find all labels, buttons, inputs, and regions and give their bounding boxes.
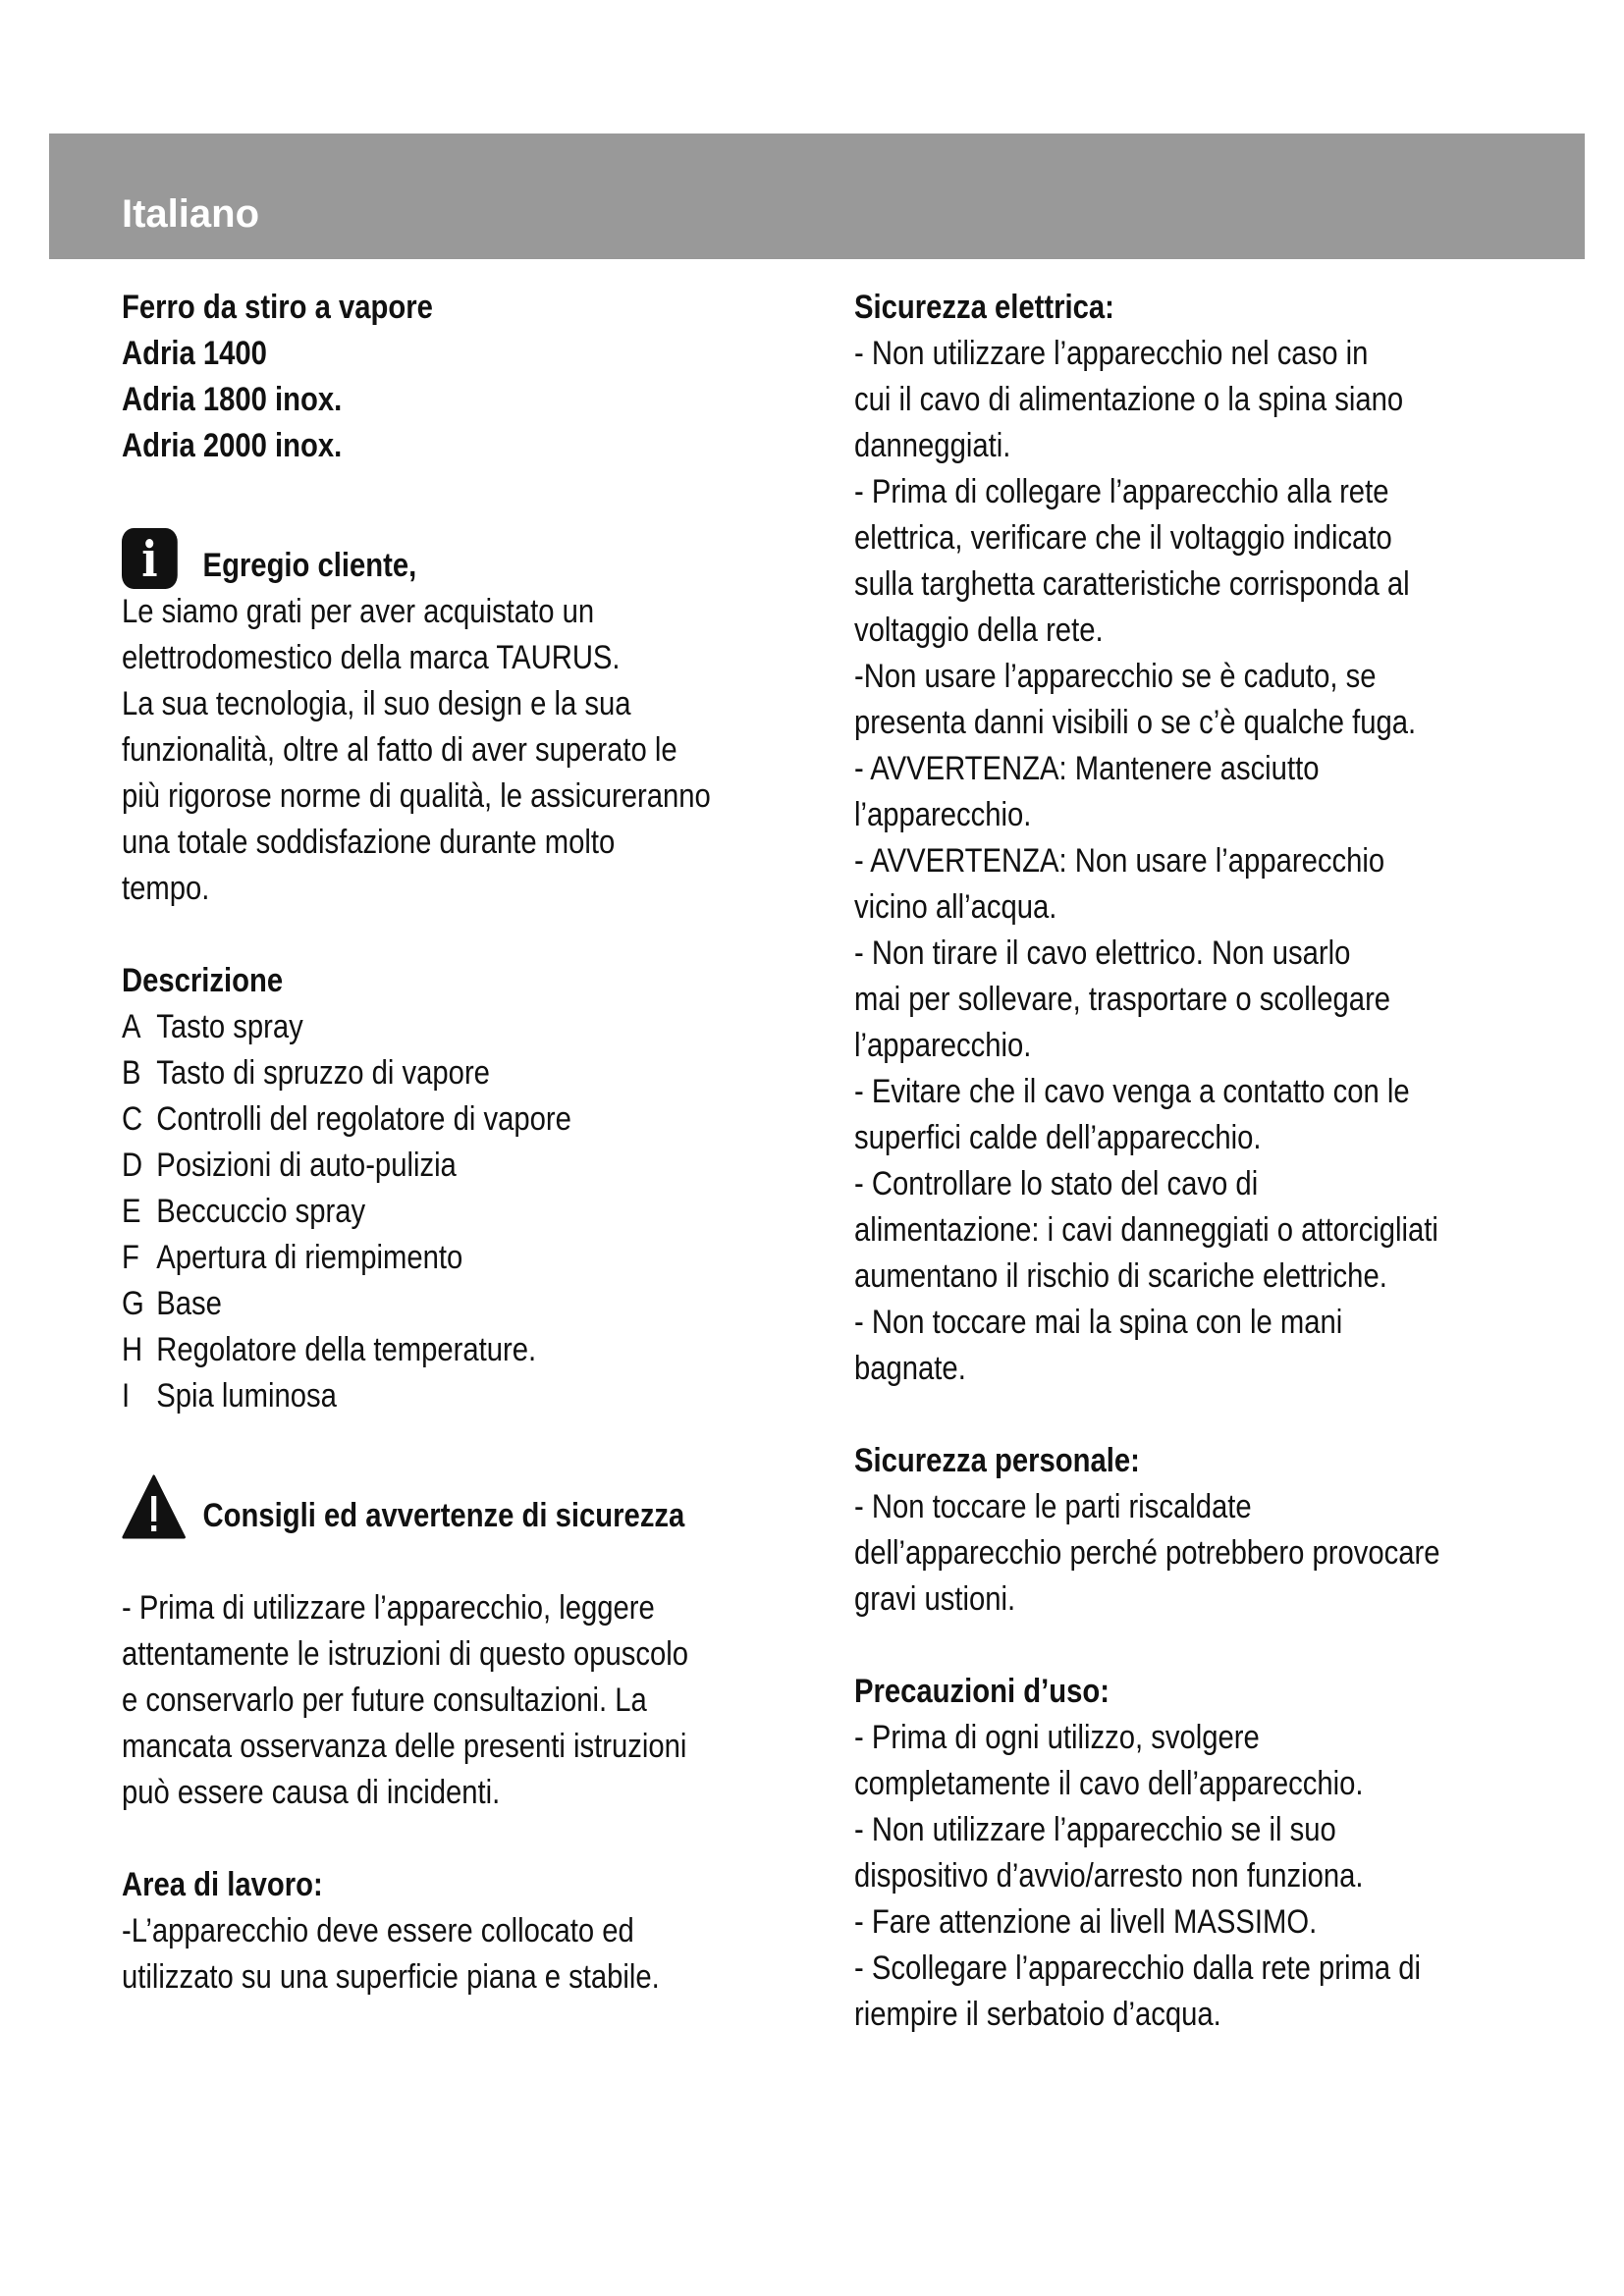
language-title: Italiano [122,192,260,236]
electrical-line: - Prima di collegare l’apparecchio alla rete [854,473,1389,510]
electrical-line: - Non tirare il cavo elettrico. Non usarlo [854,934,1351,972]
model-line: Adria 2000 inox. [122,427,343,464]
item-text: Posizioni di auto-pulizia [156,1147,457,1184]
item-letter: D [122,1147,143,1184]
electrical-line: - AVVERTENZA: Non usare l’apparecchio [854,842,1385,880]
item-letter: A [122,1008,141,1045]
item-letter: H [122,1331,143,1368]
item-letter: B [122,1054,141,1092]
safety-line: e conservarlo per future consultazioni. La [122,1682,647,1719]
work-area-line: utilizzato su una superficie piana e stabile. [122,1958,660,1996]
electrical-title: Sicurezza elettrica: [854,289,1114,326]
precautions-line: riempire il serbatoio d’acqua. [854,1996,1221,2033]
safety-line: può essere causa di incidenti. [122,1774,501,1811]
item-text: Beccuccio spray [156,1193,366,1230]
electrical-line: presenta danni visibili o se c’è qualche fuga. [854,704,1417,741]
personal-line: dell’apparecchio perché potrebbero provocare [854,1534,1440,1572]
list-item [122,1096,764,1143]
electrical-line: aumentano il rischio di scariche elettriche. [854,1257,1387,1295]
greeting-line: La sua tecnologia, il suo design e la sua [122,685,631,722]
info-icon: i [122,528,178,589]
electrical-line: - Evitare che il cavo venga a contatto con le [854,1073,1410,1110]
greeting-title: Egregio cliente, [202,547,417,584]
safety-line: mancata osservanza delle presenti istruzioni [122,1728,687,1765]
precautions-line: dispositivo d’avvio/arresto non funziona. [854,1857,1364,1895]
safety-line: - Prima di utilizzare l’apparecchio, leggere [122,1589,655,1627]
electrical-line: l’apparecchio. [854,1027,1032,1064]
safety-heading [122,1478,764,1539]
electrical-line: - Controllare lo stato del cavo di [854,1165,1259,1202]
electrical-line: elettrica, verificare che il voltaggio indicato [854,519,1392,557]
electrical-line: - Non utilizzare l’apparecchio nel caso in [854,335,1369,372]
item-text: Spia luminosa [156,1377,337,1415]
warning-icon [122,1474,186,1539]
header-bar [49,133,1585,259]
greeting-line: elettrodomestico della marca TAURUS. [122,639,621,676]
electrical-line: mai per sollevare, trasportare o scollegare [854,981,1391,1018]
precautions-line: - Prima di ogni utilizzo, svolgere [854,1719,1260,1756]
list-item [122,1373,764,1419]
personal-title: Sicurezza personale: [854,1442,1140,1479]
precautions-line: - Fare attenzione ai livell MASSIMO. [854,1903,1318,1941]
electrical-line: cui il cavo di alimentazione o la spina siano [854,381,1404,418]
item-letter: I [122,1377,131,1415]
safety-line: attentamente le istruzioni di questo opuscolo [122,1635,689,1673]
product-name: Ferro da stiro a vapore [122,289,433,326]
personal-line: - Non toccare le parti riscaldate [854,1488,1252,1525]
electrical-line: l’apparecchio. [854,796,1032,833]
list-item [122,1143,764,1189]
list-item [122,1281,764,1327]
work-area-line: -L’apparecchio deve essere collocato ed [122,1912,634,1949]
model-line: Adria 1800 inox. [122,381,343,418]
item-letter: F [122,1239,139,1276]
list-item [122,1189,764,1235]
electrical-line: - AVVERTENZA: Mantenere asciutto [854,750,1320,787]
list-item [122,1235,764,1281]
item-letter: G [122,1285,144,1322]
precautions-line: completamente il cavo dell’apparecchio. [854,1765,1364,1802]
precautions-title: Precauzioni d’uso: [854,1673,1110,1710]
electrical-line: -Non usare l’apparecchio se è caduto, se [854,658,1377,695]
item-text: Regolatore della temperature. [156,1331,537,1368]
list-item [122,1004,764,1050]
electrical-line: sulla targhetta caratteristiche corrisponda al [854,565,1410,603]
item-text: Apertura di riempimento [156,1239,463,1276]
greeting-heading [122,528,764,589]
model-line: Adria 1400 [122,335,267,372]
item-text: Controlli del regolatore di vapore [156,1100,571,1138]
work-area-title: Area di lavoro: [122,1866,323,1903]
greeting-line: funzionalità, oltre al fatto di aver superato le [122,731,677,769]
right-column [854,285,1513,2038]
description-title: Descrizione [122,962,284,999]
left-column [122,285,764,2001]
item-text: Tasto spray [156,1008,303,1045]
item-text: Tasto di spruzzo di vapore [156,1054,490,1092]
list-item [122,1050,764,1096]
greeting-line: una totale soddisfazione durante molto [122,824,616,861]
list-item [122,1327,764,1373]
electrical-line: vicino all’acqua. [854,888,1057,926]
precautions-line: - Scollegare l’apparecchio dalla rete prima di [854,1949,1421,1987]
electrical-line: voltaggio della rete. [854,612,1104,649]
precautions-line: - Non utilizzare l’apparecchio se il suo [854,1811,1336,1848]
electrical-line: bagnate. [854,1350,966,1387]
greeting-line: Le siamo grati per aver acquistato un [122,593,595,630]
electrical-line: alimentazione: i cavi danneggiati o attorcigliati [854,1211,1438,1249]
item-text: Base [156,1285,222,1322]
electrical-line: superfici calde dell’apparecchio. [854,1119,1262,1156]
safety-title: Consigli ed avvertenze di sicurezza [202,1497,685,1534]
electrical-line: danneggiati. [854,427,1011,464]
personal-line: gravi ustioni. [854,1580,1016,1618]
greeting-line: più rigorose norme di qualità, le assicureranno [122,777,711,815]
item-letter: E [122,1193,141,1230]
greeting-line: tempo. [122,870,210,907]
electrical-line: - Non toccare mai la spina con le mani [854,1304,1343,1341]
item-letter: C [122,1100,143,1138]
